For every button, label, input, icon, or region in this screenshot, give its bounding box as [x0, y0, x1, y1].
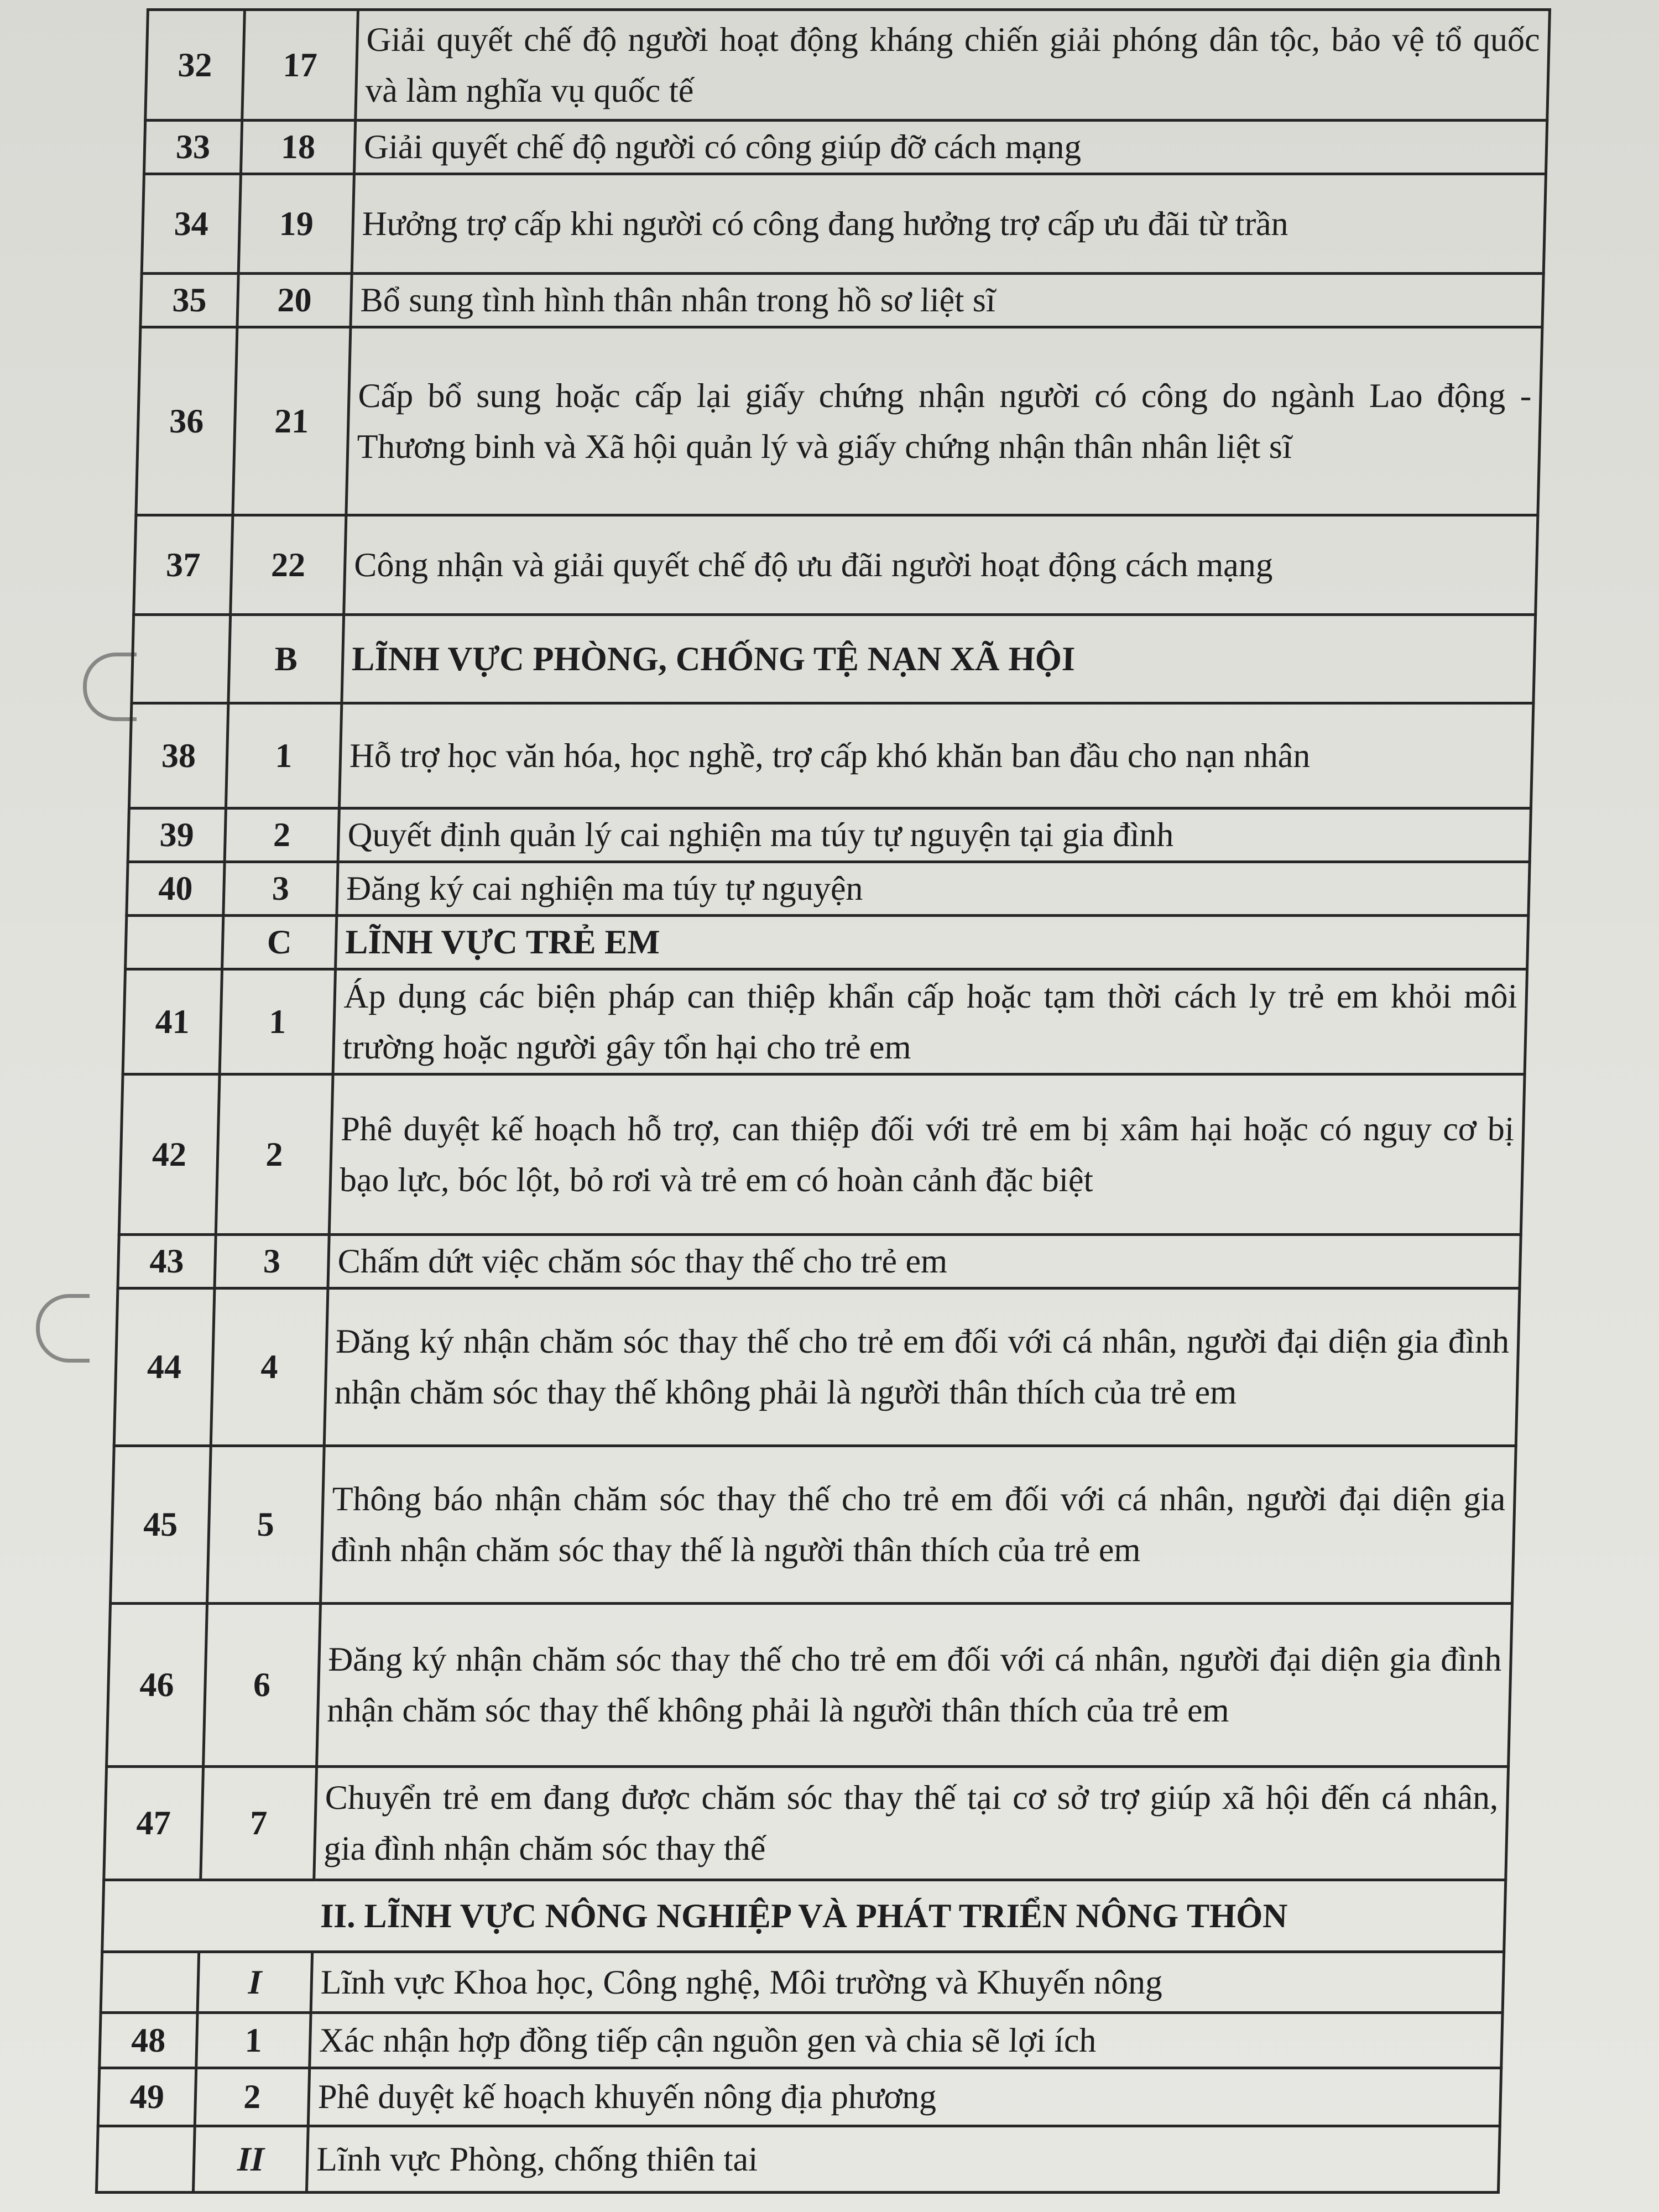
row-stt: 40 [127, 862, 225, 916]
row-stt: 43 [118, 1235, 216, 1288]
row-sub: 4 [211, 1288, 328, 1446]
table-row [119, 1074, 1525, 1235]
row-stt: 47 [104, 1767, 204, 1880]
table-row [104, 1767, 1509, 1880]
row-text: Chuyển trẻ em đang được chăm sóc thay thế tại cơ sở trợ giúp xã hội đến cá nhân, gia đình nhận chăm sóc thay thế [314, 1767, 1509, 1880]
subsection-number: II [193, 2126, 308, 2193]
table-row [142, 174, 1546, 274]
section-title: LĨNH VỰC PHÒNG, CHỐNG TỆ NẠN XÃ HỘI [342, 615, 1536, 703]
row-text: Thông báo nhận chăm sóc thay thế cho trẻ em đối với cá nhân, người đại diện gia đình nhận chăm sóc thay thế là người thân thích của trẻ em [321, 1446, 1516, 1604]
table-row [140, 274, 1543, 327]
row-sub: 3 [223, 862, 338, 916]
subsection-title: Lĩnh vực Khoa học, Công nghệ, Môi trường và Khuyến nông [311, 1952, 1504, 2013]
subsection-row [101, 1952, 1504, 2013]
row-stt: 48 [100, 2013, 197, 2068]
table-row [118, 1235, 1521, 1288]
table-row [100, 2013, 1503, 2068]
row-text: Giải quyết chế độ người có công giúp đỡ cách mạng [354, 121, 1547, 174]
row-sub: 1 [220, 969, 335, 1074]
row-sub: 17 [242, 10, 358, 121]
row-sub: 2 [195, 2068, 309, 2126]
row-text: Xác nhận hợp đồng tiếp cận nguồn gen và chia sẽ lợi ích [310, 2013, 1503, 2068]
subsection-row [96, 2126, 1500, 2193]
row-sub: 22 [231, 515, 346, 615]
row-stt: 39 [128, 808, 226, 862]
row-stt: 42 [119, 1074, 220, 1235]
row-stt: 32 [145, 10, 245, 121]
major-section-title: II. LĨNH VỰC NÔNG NGHIỆP VÀ PHÁT TRIỂN NÔNG THÔN [102, 1880, 1506, 1952]
row-stt: 46 [107, 1604, 207, 1767]
row-stt: 36 [136, 327, 237, 515]
row-stt [96, 2126, 195, 2193]
row-stt: 33 [144, 121, 242, 174]
table-row [111, 1446, 1516, 1604]
row-sub: 1 [226, 703, 341, 808]
table-row [123, 969, 1527, 1074]
row-text: Đăng ký nhận chăm sóc thay thế cho trẻ em đối với cá nhân, người đại diện gia đình nhận chăm sóc thay thế không phải là người thân thích của trẻ em [324, 1288, 1520, 1446]
section-row [132, 615, 1536, 703]
section-row [126, 916, 1528, 969]
section-title: LĨNH VỰC TRẺ EM [336, 916, 1528, 969]
section-letter: C [222, 916, 337, 969]
row-stt: 37 [134, 515, 233, 615]
row-text: Công nhận và giải quyết chế độ ưu đãi người hoạt động cách mạng [344, 515, 1538, 615]
binder-hole-mark [36, 1294, 90, 1363]
table-row [127, 862, 1530, 916]
row-stt: 38 [129, 703, 228, 808]
row-text: Cấp bổ sung hoặc cấp lại giấy chứng nhận người có công do ngành Lao động - Thương binh và Xã hội quản lý và giấy chứng nhận thân nhân liệt sĩ [346, 327, 1542, 515]
row-text: Bổ sung tình hình thân nhân trong hồ sơ liệt sĩ [351, 274, 1543, 327]
row-stt: 34 [142, 174, 241, 274]
table-row [136, 327, 1542, 515]
row-text: Giải quyết chế độ người hoạt động kháng chiến giải phóng dân tộc, bảo vệ tổ quốc và làm nghĩa vụ quốc tế [356, 10, 1550, 121]
row-sub: 21 [233, 327, 351, 515]
procedure-table [95, 8, 1551, 2194]
row-sub: 2 [225, 808, 339, 862]
table-row [129, 703, 1533, 808]
row-stt [101, 1952, 199, 2013]
row-stt [132, 615, 231, 703]
row-text: Phê duyệt kế hoạch khuyến nông địa phương [308, 2068, 1501, 2126]
row-sub: 18 [241, 121, 355, 174]
row-stt: 45 [111, 1446, 211, 1604]
row-text: Hưởng trợ cấp khi người có công đang hưởng trợ cấp ưu đãi từ trần [352, 174, 1546, 274]
table-row [128, 808, 1531, 862]
row-sub: 19 [238, 174, 354, 274]
row-text: Chấm dứt việc chăm sóc thay thế cho trẻ em [328, 1235, 1521, 1288]
row-sub: 5 [207, 1446, 325, 1604]
row-text: Phê duyệt kế hoạch hỗ trợ, can thiệp đối với trẻ em bị xâm hại hoặc có nguy cơ bị bạo lực, bóc lột, bỏ rơi và trẻ em có hoàn cảnh đặc biệt [329, 1074, 1525, 1235]
subsection-title: Lĩnh vực Phòng, chống thiên tai [306, 2126, 1500, 2193]
table-row [134, 515, 1538, 615]
row-sub: 6 [204, 1604, 321, 1767]
table-row [98, 2068, 1501, 2126]
row-stt [126, 916, 223, 969]
row-text: Áp dụng các biện pháp can thiệp khẩn cấp hoặc tạm thời cách ly trẻ em khỏi môi trường hoặc người gây tổn hại cho trẻ em [333, 969, 1527, 1074]
table-row [144, 121, 1547, 174]
row-stt: 49 [98, 2068, 196, 2126]
row-text: Hỗ trợ học văn hóa, học nghề, trợ cấp khó khăn ban đầu cho nạn nhân [339, 703, 1533, 808]
row-text: Đăng ký cai nghiện ma túy tự nguyện [337, 862, 1530, 916]
table-row [114, 1288, 1520, 1446]
row-sub: 7 [201, 1767, 317, 1880]
binder-hole-mark [83, 653, 137, 721]
section-letter: B [228, 615, 344, 703]
table-row [145, 10, 1550, 121]
row-sub: 1 [196, 2013, 311, 2068]
row-stt: 35 [140, 274, 238, 327]
subsection-number: I [197, 1952, 312, 2013]
row-text: Quyết định quản lý cai nghiện ma túy tự nguyện tại gia đình [338, 808, 1531, 862]
row-sub: 3 [215, 1235, 329, 1288]
row-text: Đăng ký nhận chăm sóc thay thế cho trẻ em đối với cá nhân, người đại diện gia đình nhận chăm sóc thay thế không phải là người thân thích của trẻ em [317, 1604, 1512, 1767]
major-section-row [102, 1880, 1506, 1952]
table-row [107, 1604, 1512, 1767]
row-stt: 44 [114, 1288, 215, 1446]
row-sub: 20 [237, 274, 352, 327]
row-sub: 2 [216, 1074, 333, 1235]
row-stt: 41 [123, 969, 222, 1074]
